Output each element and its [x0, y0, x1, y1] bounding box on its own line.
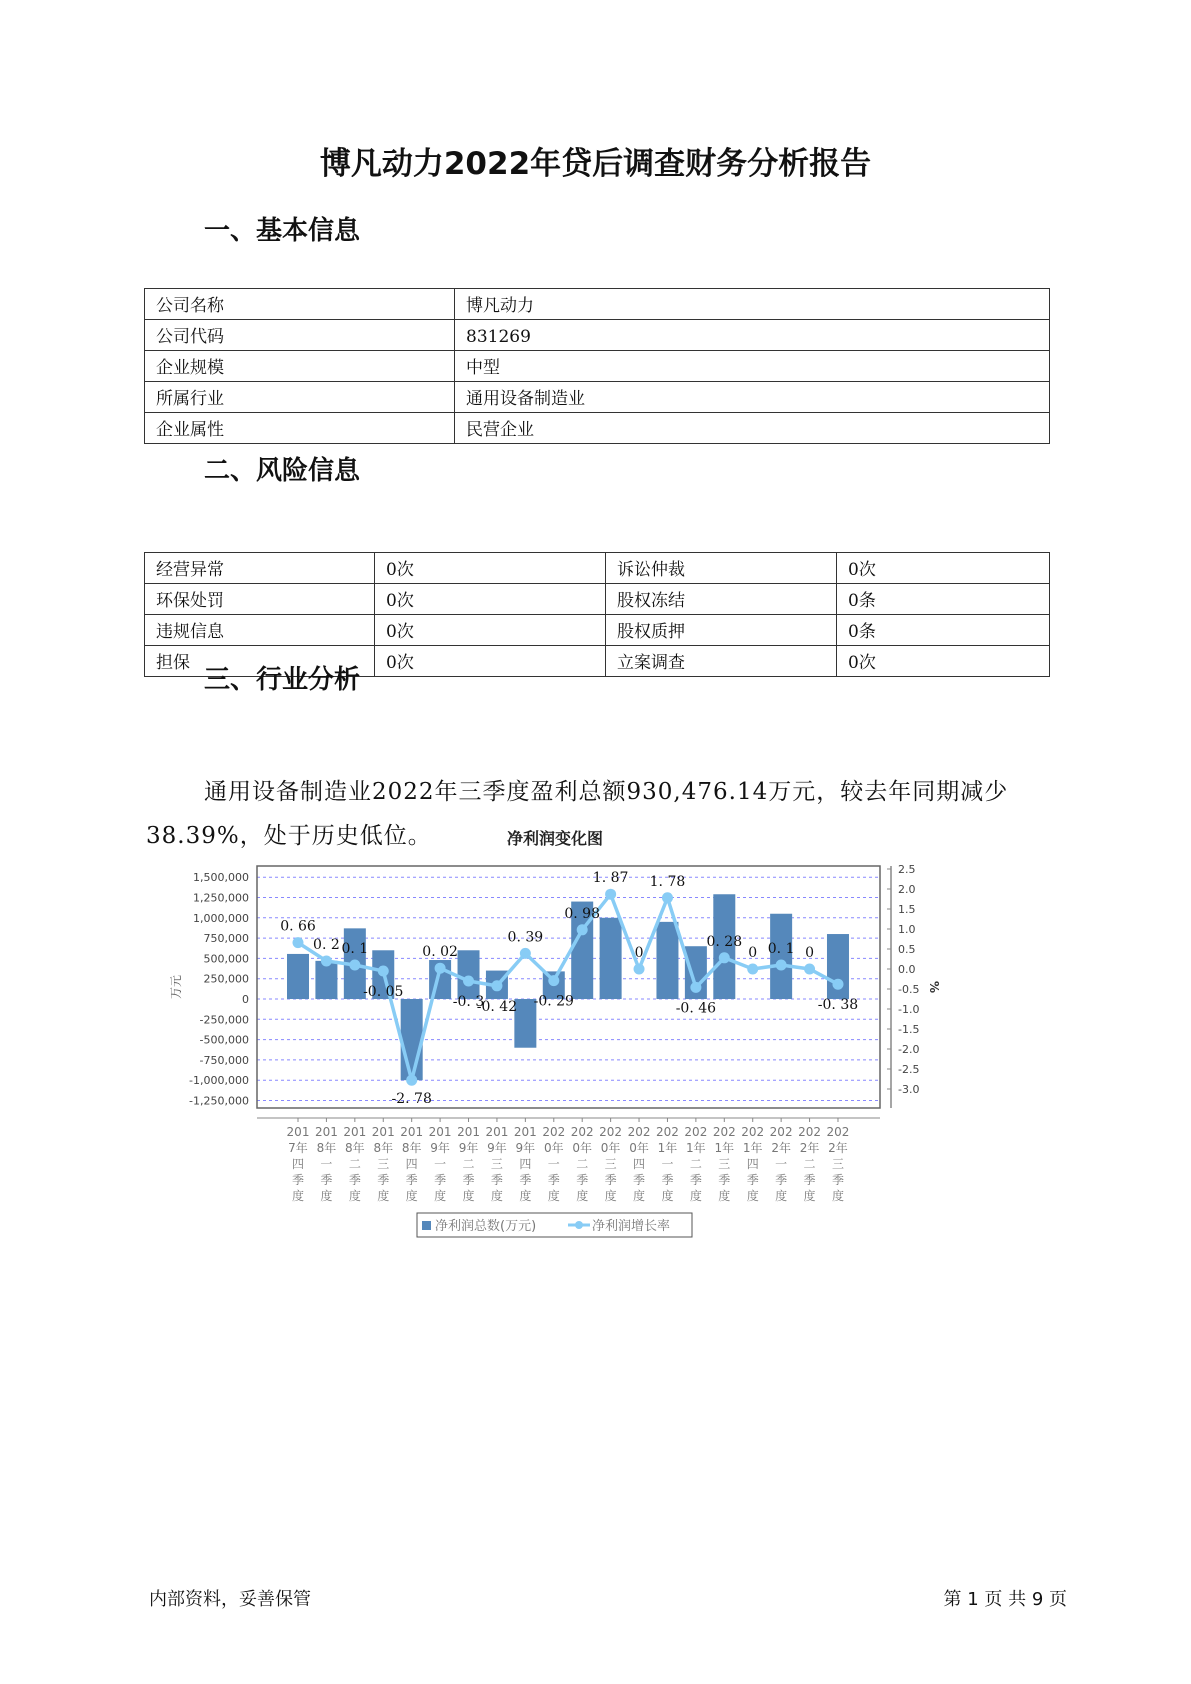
y-tick-label: -500,000 [199, 1033, 249, 1047]
growth-rate-point [577, 924, 588, 935]
growth-rate-label: -2. 78 [391, 1091, 432, 1108]
section-risk-heading: 二、风险信息 [204, 456, 361, 486]
risk-label: 股权冻结 [606, 584, 837, 615]
growth-rate-label: 0. 98 [564, 905, 601, 922]
risk-value: 0次 [837, 553, 1050, 584]
growth-rate-label: 0. 28 [706, 933, 743, 950]
growth-rate-point [435, 963, 446, 974]
y-tick-label: -750,000 [199, 1053, 249, 1067]
y2-tick-label: 0.0 [898, 963, 916, 976]
profit-bar [656, 922, 678, 999]
risk-value: 0次 [375, 584, 606, 615]
x-tick-label: 202 0年三季度 [599, 1125, 623, 1203]
growth-rate-label: -0. 29 [533, 993, 574, 1010]
report-title: 博凡动力2022年贷后调查财务分析报告 [319, 146, 872, 182]
growth-rate-point [690, 982, 701, 993]
basic-info-value: 民营企业 [455, 413, 1050, 444]
x-tick-label: 202 0年二季度 [570, 1125, 594, 1203]
y-tick-label: 750,000 [203, 932, 249, 946]
y-tick-label: 1,500,000 [193, 871, 249, 885]
profit-bar [401, 999, 423, 1080]
legend-line-label: 净利润增长率 [592, 1219, 671, 1234]
section-industry-heading: 三、行业分析 [204, 665, 361, 695]
growth-rate-point [520, 948, 531, 959]
footer-confidential: 内部资料，妥善保管 [149, 1589, 311, 1610]
basic-info-label: 企业属性 [145, 413, 455, 444]
growth-rate-label: 0 [634, 945, 644, 961]
y-tick-label: -1,250,000 [189, 1094, 249, 1108]
growth-rate-point [406, 1075, 417, 1086]
risk-label: 环保处罚 [145, 584, 375, 615]
x-tick-label: 202 2年三季度 [826, 1125, 850, 1203]
growth-rate-point [491, 980, 502, 991]
basic-info-label: 公司名称 [145, 289, 455, 320]
x-tick-label: 202 2年一季度 [769, 1125, 793, 1203]
growth-rate-point [634, 964, 645, 975]
risk-value: 0次 [375, 646, 606, 677]
growth-rate-point [605, 889, 616, 900]
risk-value: 0次 [375, 553, 606, 584]
growth-rate-point [378, 966, 389, 977]
y2-tick-label: -3.0 [898, 1083, 920, 1096]
growth-rate-point [719, 952, 730, 963]
basic-info-value: 通用设备制造业 [455, 382, 1050, 413]
x-tick-label: 201 8年四季度 [400, 1125, 424, 1203]
y2-tick-label: -1.5 [898, 1023, 920, 1036]
y-tick-label: 1,250,000 [193, 891, 249, 905]
y2-tick-label: 0.5 [898, 943, 916, 956]
y2-tick-label: 1.5 [898, 903, 916, 916]
profit-bar [600, 918, 622, 999]
growth-rate-label: -0. 3 [452, 994, 485, 1010]
y-tick-label: -250,000 [199, 1013, 249, 1027]
legend-line-marker [575, 1221, 583, 1229]
risk-value: 0条 [837, 615, 1050, 646]
y-tick-label: -1,000,000 [189, 1074, 249, 1088]
risk-label: 诉讼仲裁 [606, 553, 837, 584]
growth-rate-label: -0. 38 [817, 997, 859, 1014]
growth-rate-label: 0 [805, 945, 815, 961]
growth-rate-point [293, 937, 304, 948]
growth-rate-point [321, 956, 332, 967]
growth-rate-point [832, 979, 843, 990]
basic-info-value: 中型 [455, 351, 1050, 382]
y2-tick-label: -0.5 [898, 983, 920, 996]
basic-info-value: 博凡动力 [455, 289, 1050, 320]
legend-bar-swatch [422, 1221, 431, 1230]
chart-title: 净利润变化图 [506, 829, 604, 848]
y2-tick-label: -1.0 [898, 1003, 920, 1016]
profit-bar [315, 961, 337, 999]
growth-rate-label: 0. 2 [313, 937, 340, 953]
x-tick-label: 202 1年一季度 [656, 1125, 679, 1203]
growth-rate-point [548, 975, 559, 986]
risk-label: 担保 [145, 646, 375, 677]
growth-rate-point [804, 964, 815, 975]
risk-label: 股权质押 [606, 615, 837, 646]
y-tick-label: 250,000 [203, 972, 249, 986]
growth-rate-label: 1. 78 [649, 873, 686, 890]
risk-label: 违规信息 [145, 615, 375, 646]
risk-label: 立案调查 [606, 646, 837, 677]
x-tick-label: 202 1年二季度 [684, 1125, 708, 1203]
industry-paragraph: 通用设备制造业2022年三季度盈利总额930,476.14万元，较去年同期减少38.39%，处于历史低位。 [146, 779, 1009, 849]
legend-bar-label: 净利润总数(万元) [435, 1219, 537, 1234]
y-tick-label: 1,000,000 [193, 911, 249, 925]
y2-tick-label: 2.5 [898, 863, 916, 876]
growth-rate-point [662, 892, 673, 903]
basic-info-label: 所属行业 [145, 382, 455, 413]
risk-label: 经营异常 [145, 553, 375, 584]
x-tick-label: 202 0年四季度 [627, 1125, 651, 1203]
basic-info-value: 831269 [455, 320, 1050, 351]
x-tick-label: 201 7年四季度 [286, 1125, 310, 1203]
growth-rate-point [747, 964, 758, 975]
basic-info-label: 企业规模 [145, 351, 455, 382]
y2-tick-label: 2.0 [898, 883, 916, 896]
x-tick-label: 202 2年二季度 [798, 1125, 822, 1203]
growth-rate-label: -0. 46 [675, 1000, 717, 1017]
x-tick-label: 201 8年二季度 [343, 1125, 367, 1203]
y-tick-label: 0 [242, 993, 249, 1006]
section-basic-heading: 一、基本信息 [204, 216, 361, 246]
x-tick-label: 201 8年一季度 [314, 1125, 338, 1203]
y2-tick-label: -2.5 [898, 1063, 920, 1076]
growth-rate-point [776, 960, 787, 971]
growth-rate-label: -0. 05 [363, 984, 404, 1000]
growth-rate-label: -0. 42 [476, 998, 518, 1015]
x-tick-label: 201 8年三季度 [371, 1125, 395, 1203]
y2-tick-label: 1.0 [898, 923, 916, 936]
y-axis-label: 万元 [169, 974, 183, 1000]
x-tick-label: 202 1年三季度 [712, 1125, 736, 1203]
growth-rate-label: 0. 1 [341, 941, 369, 957]
profit-bar [458, 950, 480, 999]
risk-value: 0条 [837, 584, 1050, 615]
risk-value: 0次 [837, 646, 1050, 677]
x-tick-label: 201 9年一季度 [428, 1125, 452, 1203]
y2-axis-label: % [927, 980, 941, 994]
growth-rate-label: 1. 87 [592, 870, 629, 887]
x-tick-label: 202 1年四季度 [741, 1125, 765, 1203]
growth-rate-label: 0. 39 [507, 929, 544, 946]
growth-rate-label: 0 [748, 945, 758, 961]
profit-bar [287, 954, 309, 999]
x-tick-label: 201 9年三季度 [485, 1125, 509, 1203]
growth-rate-label: 0. 02 [422, 944, 458, 961]
risk-value: 0次 [375, 615, 606, 646]
y-tick-label: 500,000 [203, 952, 249, 966]
y2-tick-label: -2.0 [898, 1043, 920, 1056]
x-tick-label: 201 9年二季度 [457, 1125, 480, 1203]
x-tick-label: 201 9年四季度 [513, 1125, 537, 1203]
footer-page-number: 第 1 页 共 9 页 [943, 1589, 1067, 1610]
x-tick-label: 202 0年一季度 [542, 1125, 566, 1203]
growth-rate-point [349, 960, 360, 971]
growth-rate-label: 0. 66 [280, 918, 316, 935]
basic-info-label: 公司代码 [145, 320, 455, 351]
growth-rate-label: 0. 1 [767, 941, 795, 957]
growth-rate-point [463, 976, 474, 987]
